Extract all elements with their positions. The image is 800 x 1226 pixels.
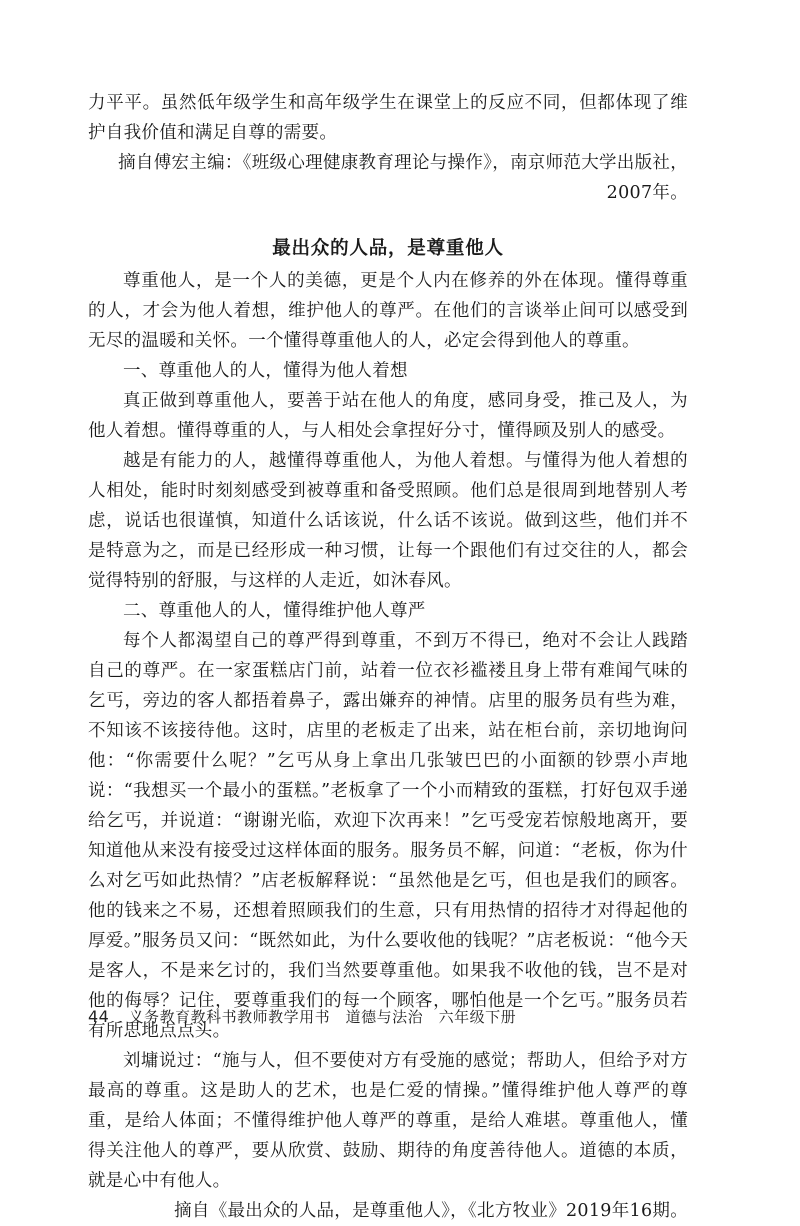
page-footer xyxy=(88,1006,516,1027)
page-content xyxy=(88,88,688,1226)
article-source-citation: 摘自《最出众的人品，是尊重他人》，《北方牧业》2019年16期。 xyxy=(174,1201,688,1221)
article-paragraph-4: 每个人都渴望自己的尊严得到尊重，不到万不得已，绝对不会让人践踏自己的尊严。在一家蛋糕店门前，站着一位衣衫褴褛且身上带有难闻气味的乞丐，旁边的客人都捂着鼻子，露出嫌弃的神情。店里的服务员有些为难，不知该不该接待他。这时，店里的老板走了出来，站在柜台前，亲切地询问他：“你需要什么呢？”乞丐从身上拿出几张皱巴巴的小面额的钞票小声地说：“我想买一个最小的蛋糕。”老板拿了一个小而精致的蛋糕，打好包双手递给乞丐，并说道：“谢谢光临，欢迎下次再来！”乞丐受宠若惊般地离开，要知道他从来没有接受过这样体面的服务。服务员不解，问道：“老板，你为什么对乞丐如此热情？”店老板解释说：“虽然他是乞丐，但也是我们的顾客。他的钱来之不易，还想着照顾我们的生意，只有用热情的招待才对得起他的厚爱。”服务员又问：“既然如此，为什么要收他的钱呢？”店老板说：“他今天是客人，不是来乞讨的，我们当然要尊重他。如果我不收他的钱，岂不是对他的侮辱？记住，要尊重我们的每一个顾客，哪怕他是一个乞丐。”服务员若有所思地点点头。 xyxy=(88,631,688,1041)
book-title: 义务教育教科书教师教学用书 道德与法治 六年级下册 xyxy=(128,1008,517,1026)
intro-paragraph: 力平平。虽然低年级学生和高年级学生在课堂上的反应不同，但都体现了维护自我价值和满足自尊的需要。 xyxy=(88,93,688,143)
article-paragraph-2: 真正做到尊重他人，要善于站在他人的角度，感同身受，推己及人，为他人着想。懂得尊重的人，与人相处会拿捏好分寸，懂得顾及别人的感受。 xyxy=(88,391,688,441)
section-heading-2: 二、尊重他人的人，懂得维护他人尊严 xyxy=(123,601,426,621)
section-heading-1: 一、尊重他人的人，懂得为他人着想 xyxy=(123,361,408,381)
article-paragraph-3: 越是有能力的人，越懂得尊重他人，为他人着想。与懂得为他人着想的人相处，能时时刻刻感受到被尊重和备受照顾。他们总是很周到地替别人考虑，说话也很谨慎，知道什么话该说，什么话不该说。做到这些，他们并不是特意为之，而是已经形成一种习惯，让每一个跟他们有过交往的人，都会觉得特别的舒服，与这样的人走近，如沐春风。 xyxy=(88,451,688,591)
article-paragraph-5: 刘墉说过：“施与人，但不要使对方有受施的感觉；帮助人，但给予对方最高的尊重。这是助人的艺术，也是仁爱的情操。”懂得维护他人尊严的尊重，是给人体面；不懂得维护他人尊严的尊重，是给人难堪。尊重他人，懂得关注他人的尊严，要从欣赏、鼓励、期待的角度善待他人。道德的本质，就是心中有他人。 xyxy=(88,1051,688,1191)
article-paragraph-1: 尊重他人，是一个人的美德，更是个人内在修养的外在体现。懂得尊重的人，才会为他人着想，维护他人的尊严。在他们的言谈举止间可以感受到无尽的温暖和关怀。一个懂得尊重他人的人，必定会得到他人的尊重。 xyxy=(88,271,688,351)
article-title: 最出众的人品，是尊重他人 xyxy=(272,238,504,259)
page-number: 44 xyxy=(88,1007,110,1026)
intro-source-citation: 摘自傅宏主编：《班级心理健康教育理论与操作》，南京师范大学出版社，2007年。 xyxy=(118,153,688,203)
